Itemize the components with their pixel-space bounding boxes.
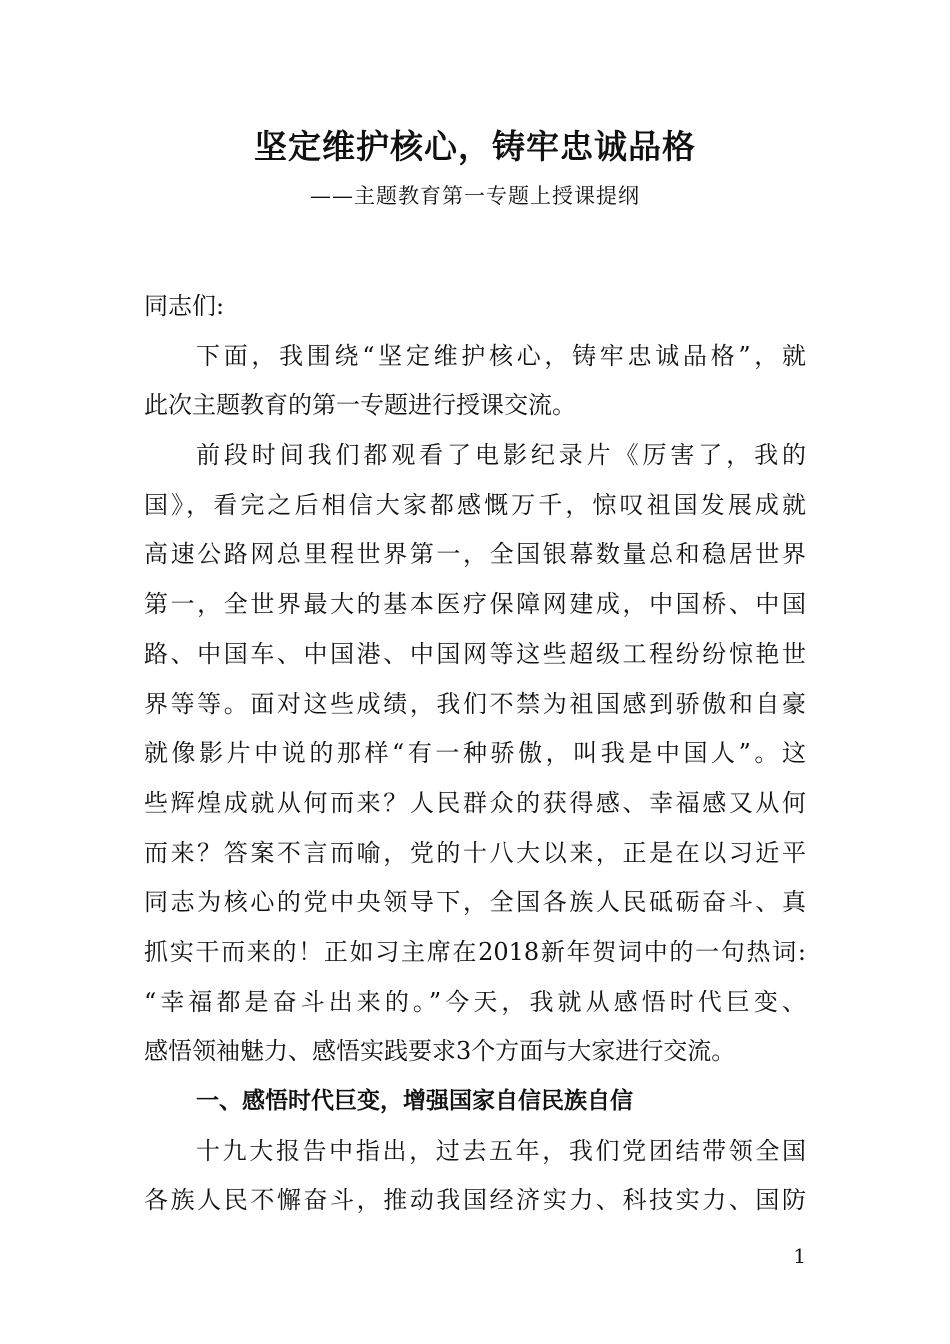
paragraph-line: 十九大报告中指出，过去五年，我们党团结带领全国	[196, 1136, 806, 1165]
paragraph-line: 国》，看完之后相信大家都感慨万千，惊叹祖国发展成就	[144, 490, 806, 519]
paragraph-line: 界等等。面对这些成绩，我们不禁为祖国感到骄傲和自豪	[144, 689, 806, 718]
paragraph-line: “幸福都是奋斗出来的。”今天，我就从感悟时代巨变、	[144, 987, 806, 1016]
paragraph-line: 下面，我围绕“坚定维护核心，铸牢忠诚品格”，就	[196, 341, 806, 370]
paragraph-line: 而来？答案不言而喻，党的十八大以来，正是在以习近平	[144, 838, 806, 867]
paragraph-line: 第一，全世界最大的基本医疗保障网建成，中国桥、中国	[144, 590, 806, 619]
document-body	[144, 282, 806, 1226]
section-heading: 一、感悟时代巨变，增强国家自信民族自信	[196, 1088, 633, 1114]
paragraph-line: 感悟领袖魅力、感悟实践要求3个方面与大家进行交流。	[144, 1037, 736, 1066]
paragraph-line: 路、中国车、中国港、中国网等这些超级工程纷纷惊艳世	[144, 639, 806, 668]
document-title: 坚定维护核心，铸牢忠诚品格	[254, 127, 696, 166]
page-number: 1	[793, 1244, 806, 1268]
document-subtitle: ——主题教育第一专题上授课提纲	[310, 184, 640, 208]
paragraph-line: 同志为核心的党中央领导下，全国各族人民砥砺奋斗、真	[144, 888, 806, 917]
paragraph-line: 此次主题教育的第一专题进行授课交流。	[144, 391, 576, 420]
paragraph-line: 前段时间我们都观看了电影纪录片《厉害了，我的	[196, 441, 806, 470]
paragraph-line: 些辉煌成就从何而来？人民群众的获得感、幸福感又从何	[144, 788, 806, 817]
paragraph-line: 高速公路网总里程世界第一，全国银幕数量总和稳居世界	[144, 540, 806, 569]
paragraph-line: 各族人民不懈奋斗，推动我国经济实力、科技实力、国防	[144, 1186, 806, 1215]
paragraph-line: 抓实干而来的！正如习主席在2018新年贺词中的一句热词:	[144, 937, 806, 966]
paragraph-line: 就像影片中说的那样“有一种骄傲，叫我是中国人”。这	[144, 739, 806, 768]
salutation: 同志们:	[144, 292, 225, 320]
